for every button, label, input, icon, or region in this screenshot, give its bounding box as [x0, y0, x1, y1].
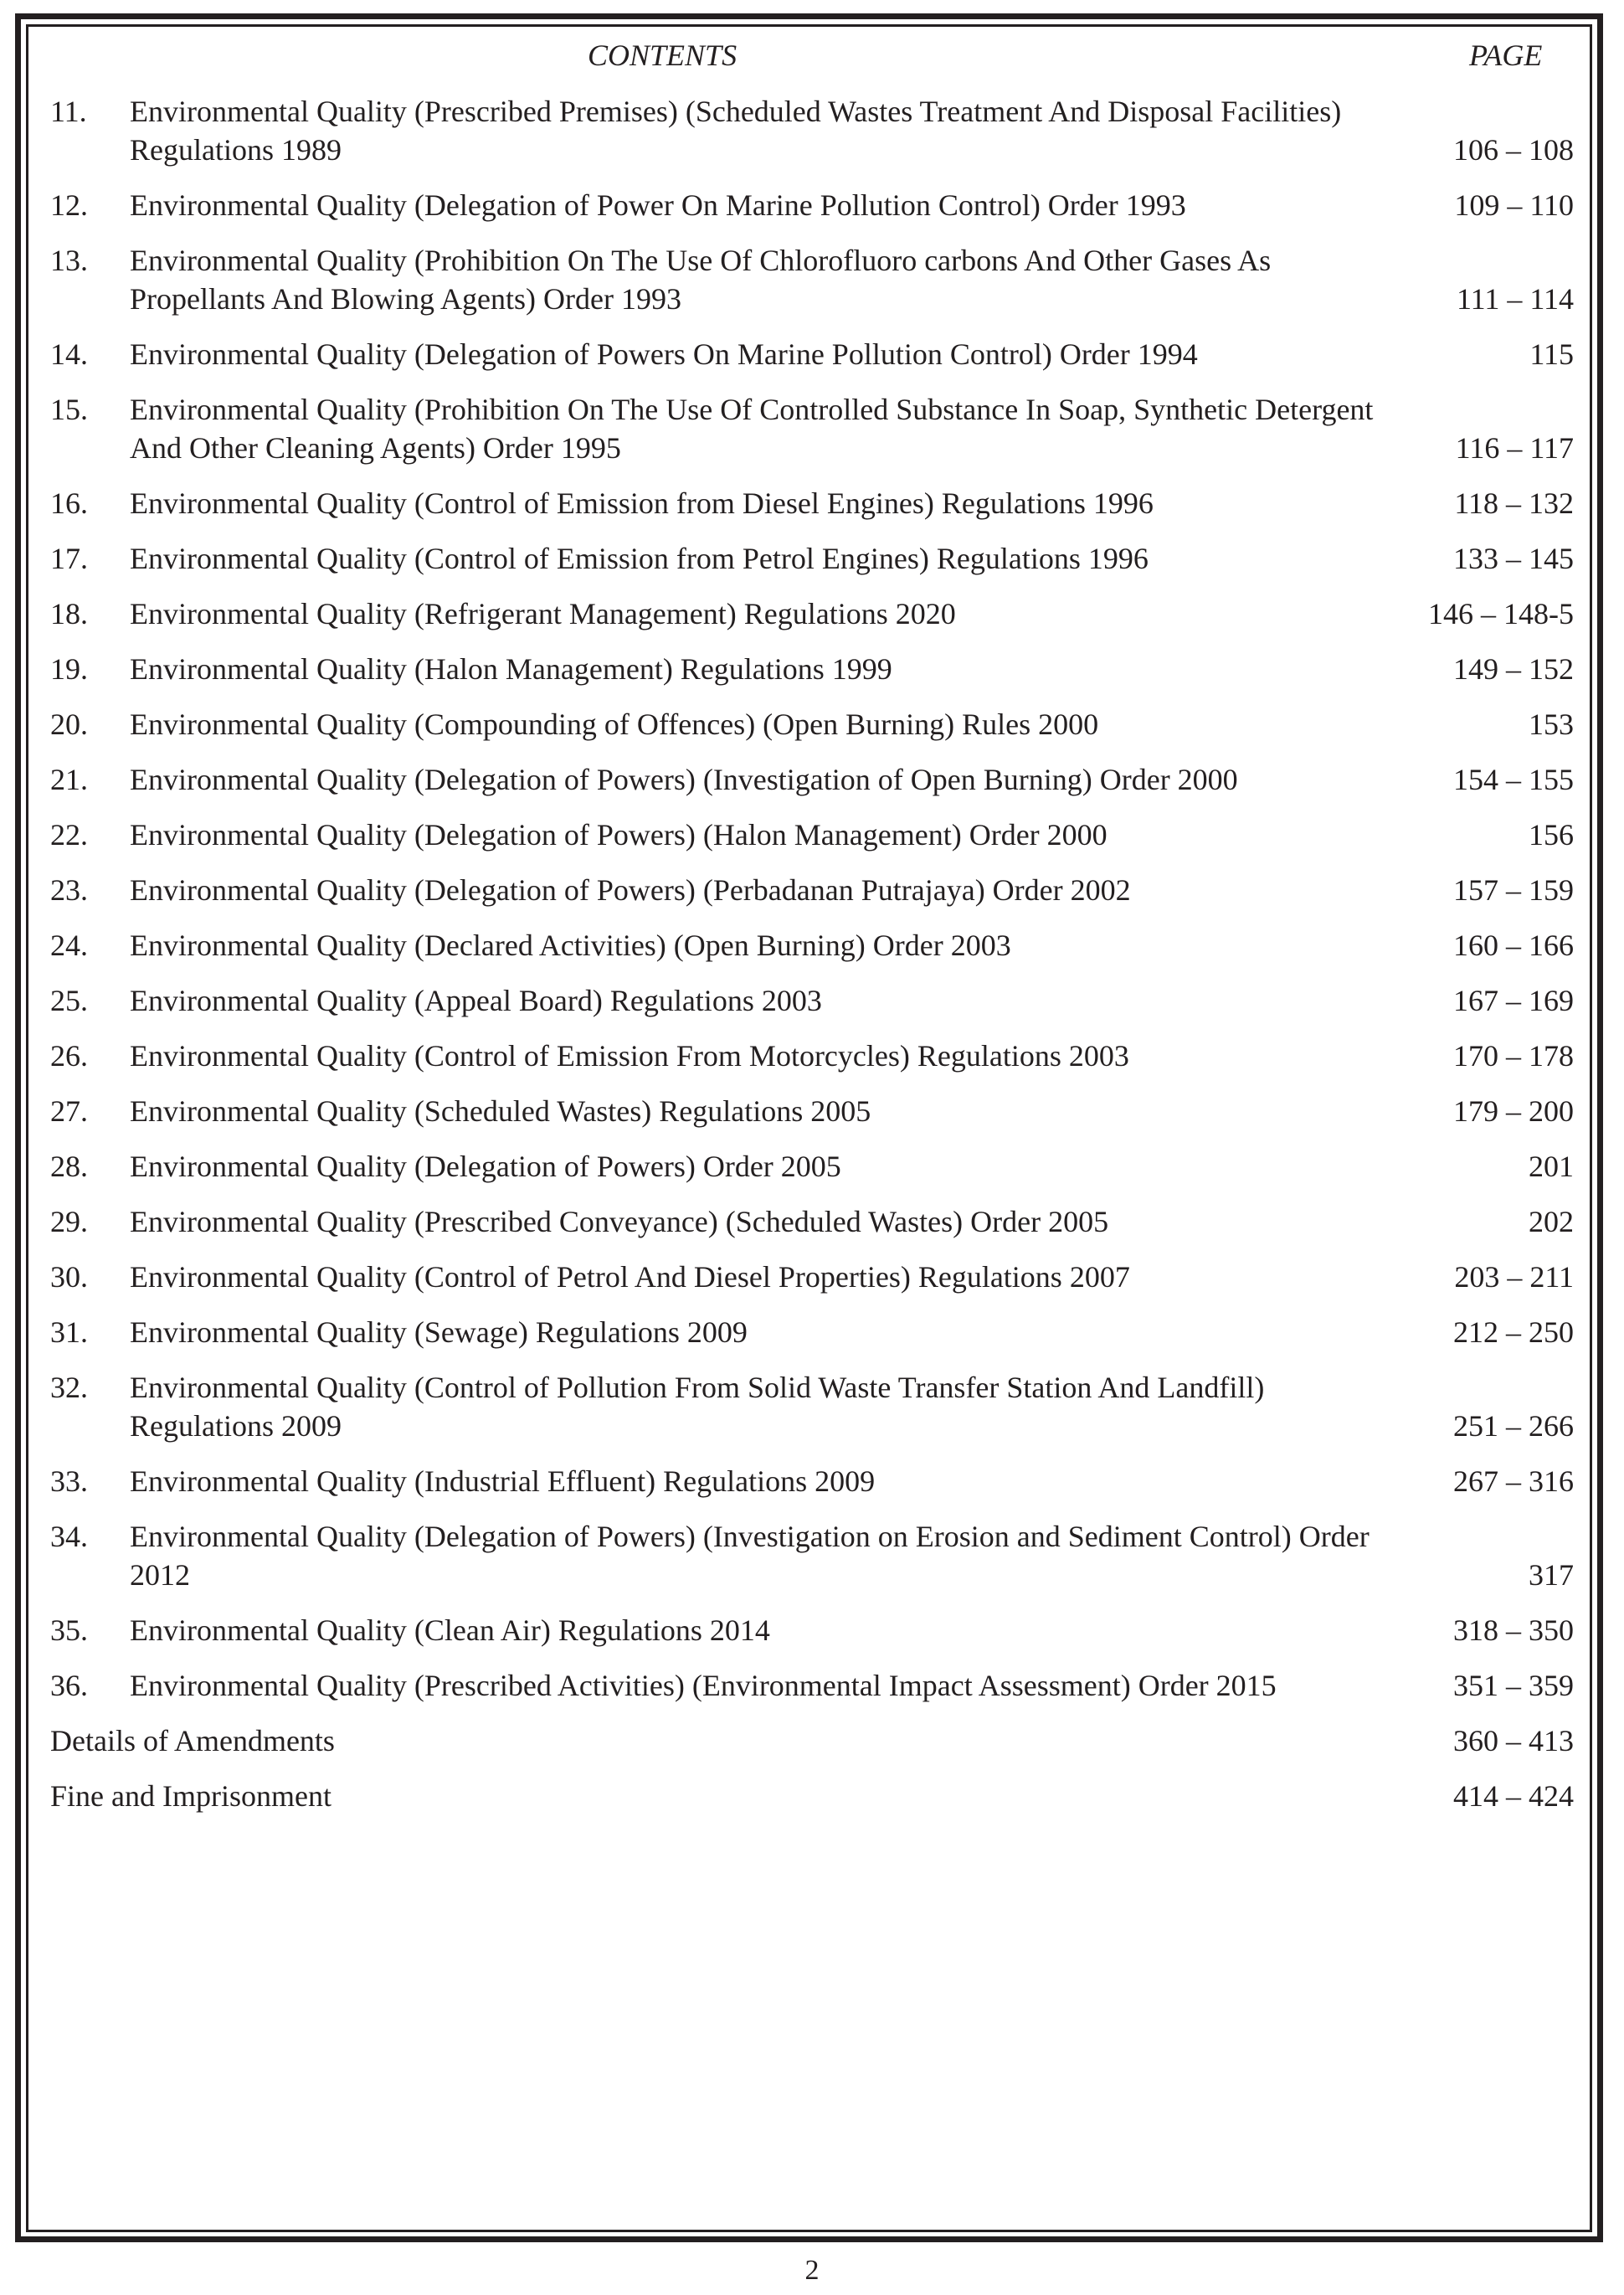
entry-page: 156 [1529, 818, 1574, 852]
entry-page: 212 – 250 [1453, 1315, 1574, 1349]
toc-entry-18 [50, 594, 1574, 633]
entry-title: Environmental Quality (Halon Management) Regulations 1999 [130, 652, 892, 686]
entry-number: 12. [50, 188, 88, 222]
entry-page: 160 – 166 [1453, 929, 1574, 962]
entry-title: Details of Amendments [50, 1724, 335, 1757]
toc-entry-13 [50, 241, 1574, 318]
entry-number: 27. [50, 1094, 88, 1128]
entry-title: Environmental Quality (Delegation of Powers) (Investigation of Open Burning) Order 2000 [130, 763, 1238, 796]
entry-number: 30. [50, 1260, 88, 1294]
entry-number: 23. [50, 873, 88, 907]
entry-page: 170 – 178 [1453, 1039, 1574, 1073]
entry-page: 201 [1529, 1150, 1574, 1183]
entry-page: 133 – 145 [1453, 542, 1574, 575]
entry-number: 21. [50, 763, 88, 796]
entry-title: Environmental Quality (Appeal Board) Regulations 2003 [130, 984, 822, 1017]
contents-heading: CONTENTS [588, 39, 737, 72]
entry-title: Environmental Quality (Control of Pollution From Solid Waste Transfer Station And Landfill) Regulations 2009 [130, 1371, 1265, 1443]
entry-title: Environmental Quality (Prohibition On The Use Of Chlorofluoro carbons And Other Gases As Propellants And Blowing Agents) Order 1993 [130, 244, 1272, 316]
toc-entry-15 [50, 390, 1574, 467]
table-of-contents [50, 92, 1574, 1832]
entry-title: Environmental Quality (Delegation of Powers) (Perbadanan Putrajaya) Order 2002 [130, 873, 1131, 907]
entry-title: Environmental Quality (Control of Petrol And Diesel Properties) Regulations 2007 [130, 1260, 1130, 1294]
entry-page: 115 [1529, 337, 1574, 371]
entry-number: 20. [50, 708, 88, 741]
entry-page: 118 – 132 [1454, 486, 1574, 520]
entry-title: Environmental Quality (Delegation of Powers) (Halon Management) Order 2000 [130, 818, 1108, 852]
entry-title: Environmental Quality (Declared Activities) (Open Burning) Order 2003 [130, 929, 1011, 962]
entry-page: 203 – 211 [1454, 1260, 1574, 1294]
entry-title: Environmental Quality (Control of Emission from Petrol Engines) Regulations 1996 [130, 542, 1149, 575]
entry-number: 11. [50, 95, 87, 128]
entry-page: 179 – 200 [1453, 1094, 1574, 1128]
entry-title: Fine and Imprisonment [50, 1779, 331, 1813]
entry-title: Environmental Quality (Scheduled Wastes) Regulations 2005 [130, 1094, 871, 1128]
toc-entry-21 [50, 760, 1574, 799]
entry-title: Environmental Quality (Prescribed Activities) (Environmental Impact Assessment) Order 2015 [130, 1669, 1277, 1702]
entry-number: 28. [50, 1150, 88, 1183]
entry-title: Environmental Quality (Refrigerant Management) Regulations 2020 [130, 597, 956, 630]
entry-page: 317 [1529, 1558, 1574, 1592]
entry-page: 267 – 316 [1453, 1464, 1574, 1498]
entry-number: 16. [50, 486, 88, 520]
entry-page: 153 [1529, 708, 1574, 741]
toc-entry-32 [50, 1368, 1574, 1445]
page-number: 2 [804, 2255, 820, 2286]
entry-number: 18. [50, 597, 88, 630]
entry-title: Environmental Quality (Delegation of Power On Marine Pollution Control) Order 1993 [130, 188, 1186, 222]
toc-entry-11 [50, 92, 1574, 169]
entry-page: 167 – 169 [1453, 984, 1574, 1017]
entry-number: 15. [50, 393, 88, 426]
entry-page: 360 – 413 [1453, 1724, 1574, 1757]
entry-page: 157 – 159 [1453, 873, 1574, 907]
toc-entry-23 [50, 871, 1574, 909]
entry-number: 31. [50, 1315, 88, 1349]
toc-entry-31 [50, 1313, 1574, 1351]
entry-title: Environmental Quality (Control of Emission From Motorcycles) Regulations 2003 [130, 1039, 1129, 1073]
entry-number: 35. [50, 1613, 88, 1647]
entry-number: 33. [50, 1464, 88, 1498]
entry-number: 13. [50, 244, 88, 277]
entry-title: Environmental Quality (Clean Air) Regulations 2014 [130, 1613, 770, 1647]
entry-page: 251 – 266 [1453, 1409, 1574, 1443]
entry-title: Environmental Quality (Prescribed Conveyance) (Scheduled Wastes) Order 2005 [130, 1205, 1109, 1238]
entry-number: 22. [50, 818, 88, 852]
toc-entry-22 [50, 816, 1574, 854]
entry-number: 29. [50, 1205, 88, 1238]
entry-page: 318 – 350 [1453, 1613, 1574, 1647]
entry-page: 202 [1529, 1205, 1574, 1238]
toc-entry-33 [50, 1462, 1574, 1500]
entry-page: 109 – 110 [1454, 188, 1574, 222]
toc-entry-16 [50, 484, 1574, 522]
toc-entry-27 [50, 1092, 1574, 1130]
entry-page: 106 – 108 [1453, 133, 1574, 167]
toc-entry-24 [50, 926, 1574, 965]
entry-page: 351 – 359 [1453, 1669, 1574, 1702]
entry-number: 19. [50, 652, 88, 686]
toc-entry-34 [50, 1517, 1574, 1594]
entry-title: Environmental Quality (Sewage) Regulations 2009 [130, 1315, 748, 1349]
page-column-heading: PAGE [1469, 39, 1543, 72]
toc-entry-35 [50, 1611, 1574, 1649]
toc-entry-30 [50, 1258, 1574, 1296]
entry-title: Environmental Quality (Delegation of Powers) (Investigation on Erosion and Sediment Control) Order 2012 [130, 1520, 1370, 1592]
entry-page: 116 – 117 [1455, 431, 1574, 465]
entry-number: 25. [50, 984, 88, 1017]
entry-number: 17. [50, 542, 88, 575]
toc-entry-fine-and-imprisonment [50, 1777, 1574, 1815]
entry-title: Environmental Quality (Compounding of Offences) (Open Burning) Rules 2000 [130, 708, 1099, 741]
toc-entry-25 [50, 981, 1574, 1020]
toc-entry-29 [50, 1202, 1574, 1241]
entry-title: Environmental Quality (Control of Emission from Diesel Engines) Regulations 1996 [130, 486, 1154, 520]
entry-title: Environmental Quality (Prohibition On The Use Of Controlled Substance In Soap, Synthetic Detergent And Other Cleaning Agents) Order 1995 [130, 393, 1374, 465]
toc-entry-26 [50, 1037, 1574, 1075]
entry-number: 32. [50, 1371, 88, 1404]
entry-number: 14. [50, 337, 88, 371]
entry-title: Environmental Quality (Prescribed Premises) (Scheduled Wastes Treatment And Disposal Facilities) Regulations 1989 [130, 95, 1342, 167]
toc-header [0, 37, 1624, 74]
entry-page: 111 – 114 [1457, 282, 1574, 316]
toc-entry-14 [50, 335, 1574, 373]
toc-entry-details-of-amendments [50, 1721, 1574, 1760]
entry-title: Environmental Quality (Delegation of Powers) Order 2005 [130, 1150, 841, 1183]
entry-page: 414 – 424 [1453, 1779, 1574, 1813]
toc-entry-36 [50, 1666, 1574, 1705]
entry-page: 146 – 148-5 [1428, 597, 1574, 630]
toc-entry-17 [50, 539, 1574, 578]
entry-page: 154 – 155 [1453, 763, 1574, 796]
toc-entry-20 [50, 705, 1574, 744]
entry-number: 34. [50, 1520, 88, 1553]
entry-number: 24. [50, 929, 88, 962]
entry-title: Environmental Quality (Delegation of Powers On Marine Pollution Control) Order 1994 [130, 337, 1198, 371]
toc-entry-12 [50, 186, 1574, 224]
entry-page: 149 – 152 [1453, 652, 1574, 686]
entry-title: Environmental Quality (Industrial Effluent) Regulations 2009 [130, 1464, 876, 1498]
entry-number: 36. [50, 1669, 88, 1702]
toc-entry-19 [50, 650, 1574, 688]
toc-entry-28 [50, 1147, 1574, 1186]
entry-number: 26. [50, 1039, 88, 1073]
